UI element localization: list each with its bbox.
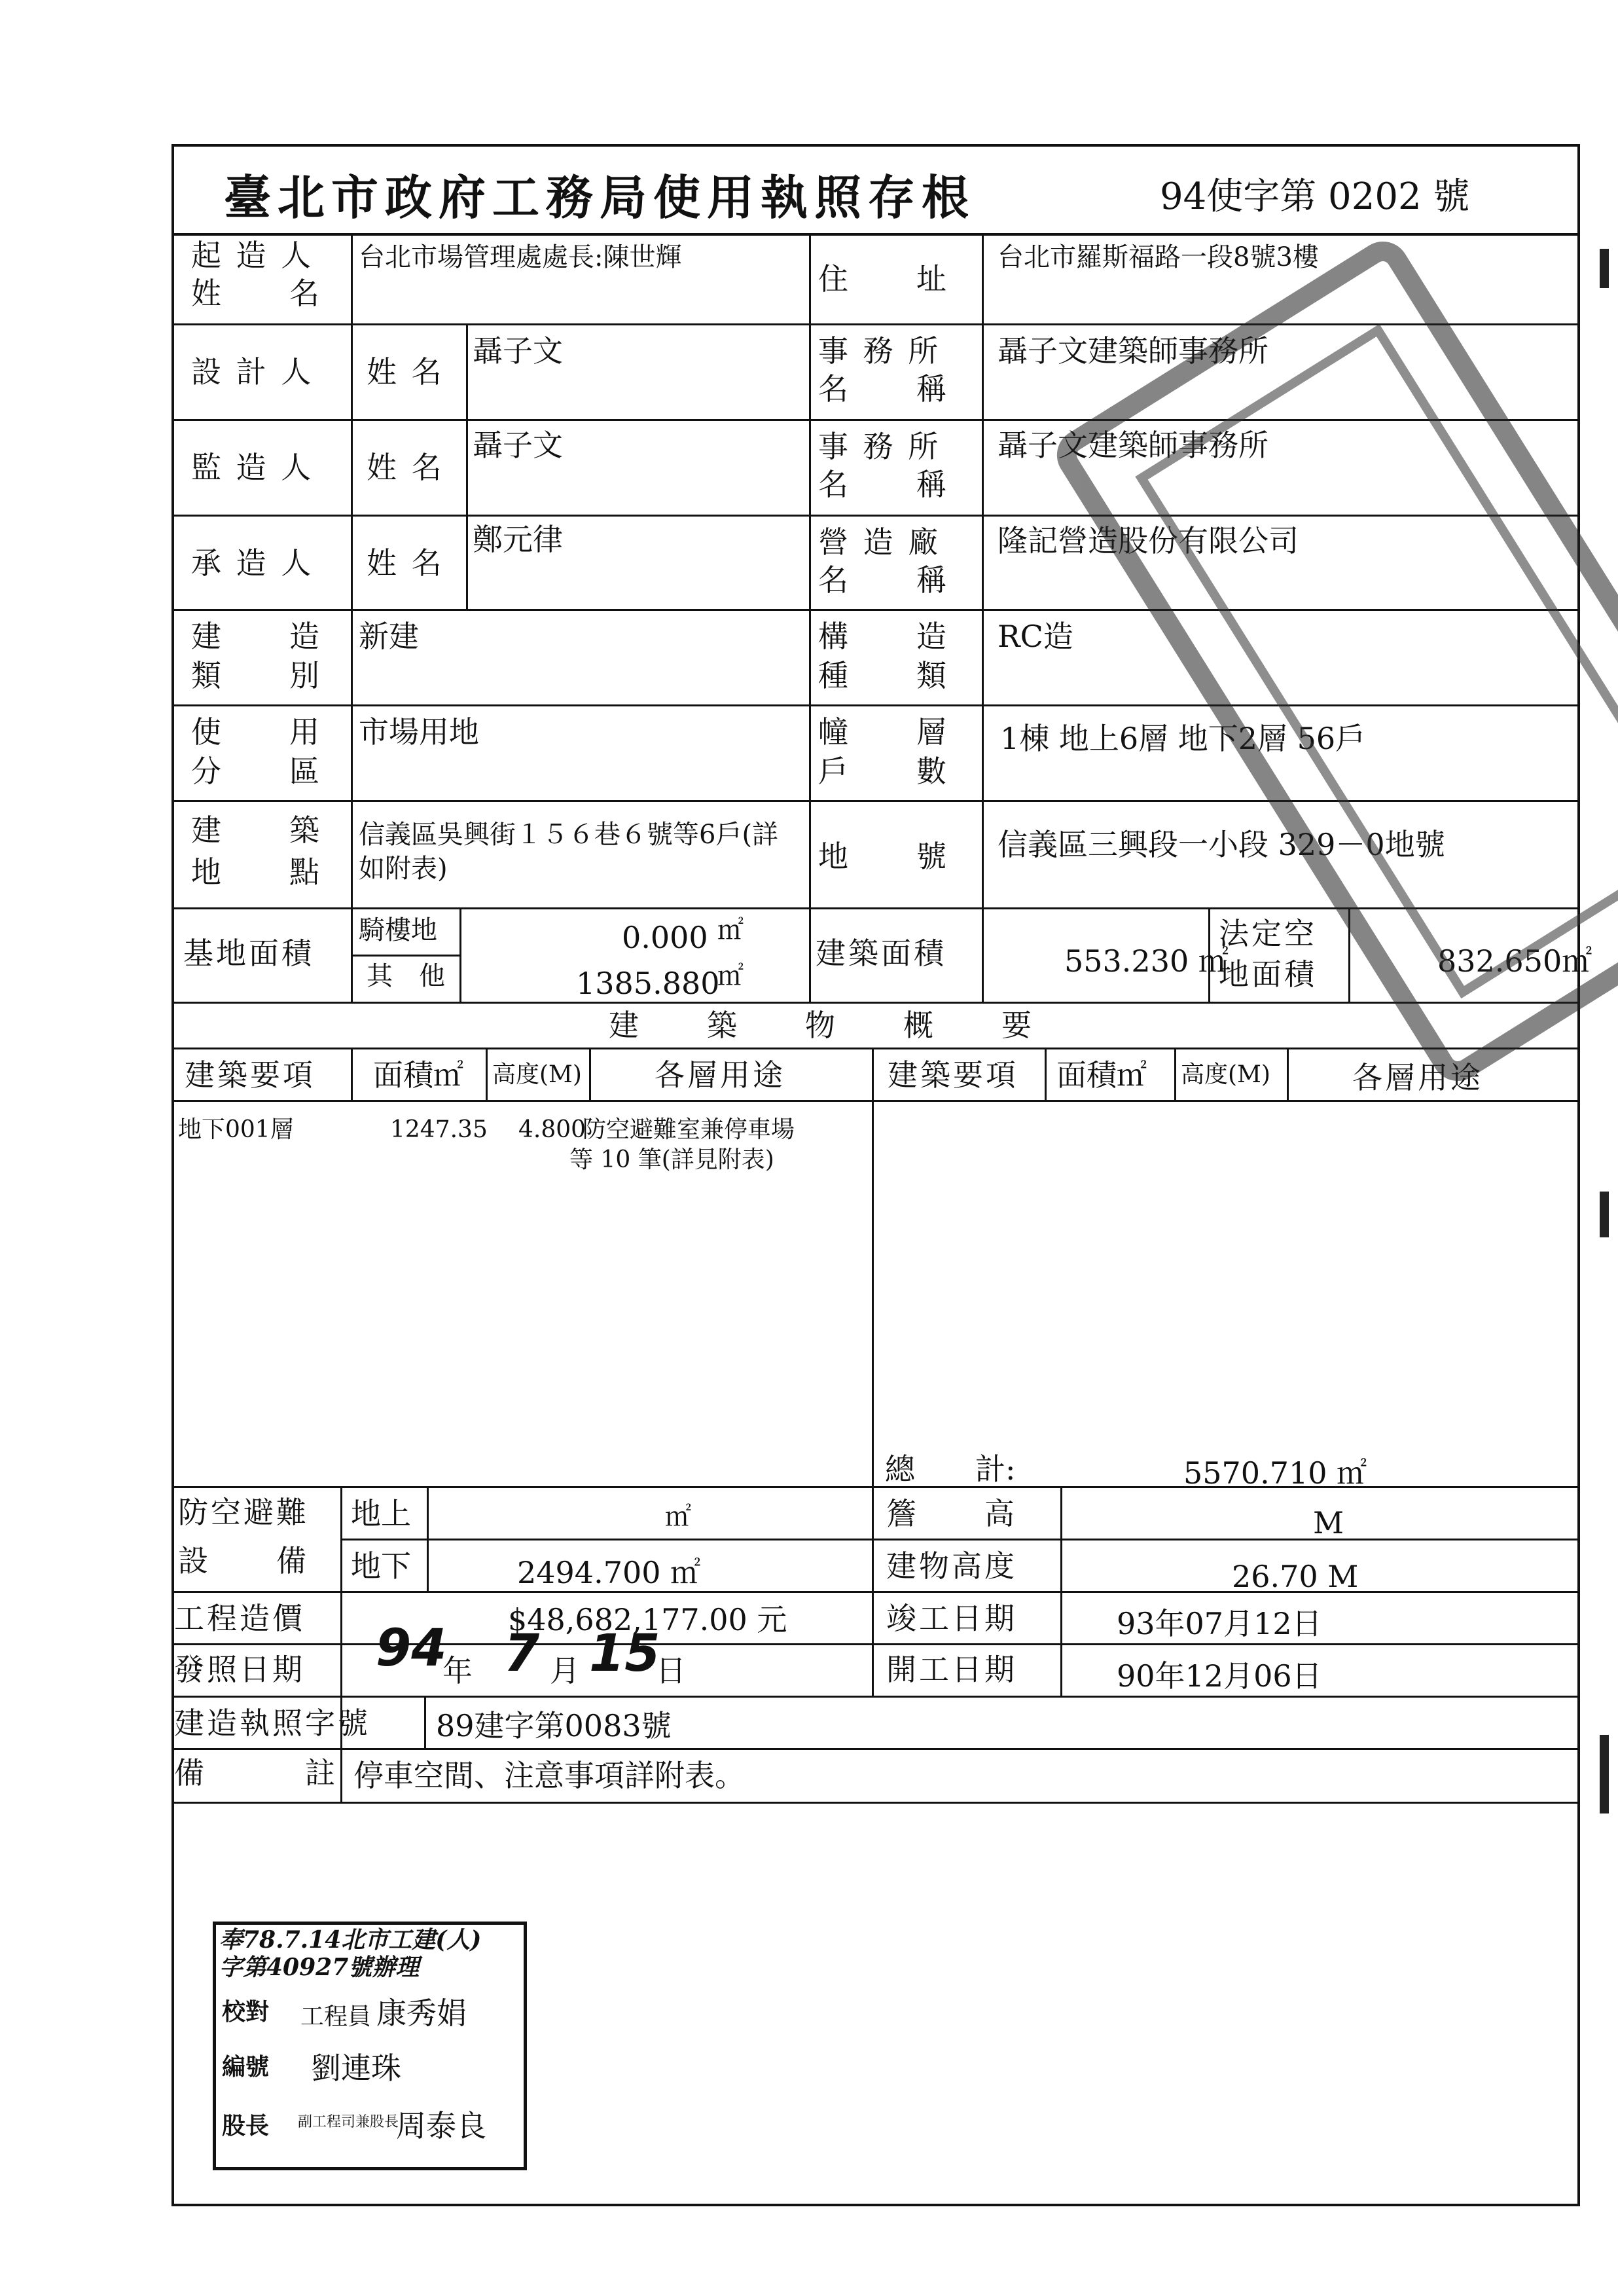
other-unit: ㎡ [717,961,744,991]
cost-value: $48,682,177.00 元 [508,1602,787,1637]
col-divider [1060,1486,1062,1696]
col-header-item: 建築要項 [185,1057,315,1093]
building-height: 26.70 M [1232,1559,1359,1594]
col-header-area: 面積㎡ [373,1057,463,1093]
structure-type: RC造 [998,619,1073,654]
designer-label: 設 計 人 [191,354,314,390]
floor-use-2: 等 10 筆(詳見附表) [569,1146,774,1173]
structure-label-2: 種 類 [818,658,949,693]
supervisor-name-label: 姓 名 [367,450,444,485]
zoning-label-1: 使 用 [191,714,322,750]
shelter-label-1: 防空避難 [178,1495,309,1530]
location-label-2: 地 點 [191,854,322,890]
col-divider [351,1048,353,1100]
building-permit-label: 建造執照字號 [174,1705,370,1741]
row-divider [171,1696,1580,1698]
col-divider [589,1048,591,1100]
col-divider [809,236,811,1002]
site-area-label: 基地面積 [183,936,314,971]
issue-date-label: 發照日期 [174,1652,305,1687]
arcade-value: 0.000 [622,920,708,955]
completion-label: 竣工日期 [886,1601,1017,1636]
floors-label-2: 戶 數 [818,754,949,789]
contractor-name-label: 姓 名 [367,545,444,581]
scan-mark [1600,1735,1609,1813]
owner-label-1: 起 造 人 [191,238,314,273]
row-divider [171,1048,1580,1049]
floor-use-1: 防空避難室兼停車場 [583,1116,795,1143]
stamp-line-2: 字第40927號辦理 [219,1954,420,1981]
eaves-label: 簷 高 [886,1496,1017,1531]
start-date-label: 開工日期 [886,1652,1017,1687]
col-divider [466,323,468,609]
form-header [171,144,1580,236]
stamp-number-label: 編號 [222,2053,270,2081]
col-divider [459,907,461,1002]
eaves-value: M [1313,1505,1344,1540]
row-divider [171,1591,1580,1593]
remarks-label: 備 註 [174,1755,338,1791]
building-permit-number: 89建字第0083號 [436,1708,672,1743]
col-divider [1045,1048,1047,1100]
stamp-chief-name: 周泰良 [396,2108,486,2143]
floors-label-1: 幢 層 [818,714,949,750]
stamp-engineer-name: 康秀娟 [376,1995,467,2031]
stamp-check-label: 校對 [222,1998,270,2026]
shelter-label-2: 設 備 [178,1543,309,1578]
floors-value: 1棟 地上6層 地下2層 56戶 [1000,721,1366,756]
col-divider [982,236,984,1002]
building-area: 553.230 ㎡ [1064,943,1229,979]
total-area: 5570.710 ㎡ [1183,1455,1367,1491]
firm-label-1: 營 造 廠 [818,524,941,560]
construction-type: 新建 [359,619,419,654]
shelter-below-label: 地下 [351,1548,411,1584]
location-label-1: 建 築 [191,812,322,848]
col-header-height-2: 高度(M) [1181,1061,1270,1088]
start-date: 90年12月06日 [1117,1658,1322,1694]
col-divider [340,1748,342,1802]
supervisor-label: 監 造 人 [191,450,314,485]
col-header-use-2: 各層用途 [1352,1060,1483,1095]
floor-item: 地下001層 [178,1116,294,1143]
designer-name: 聶子文 [473,333,563,369]
approval-stamp [213,1922,540,2177]
lot-number: 信義區三興段一小段 329－0地號 [998,827,1445,862]
row-divider [351,955,459,957]
issue-month-handwritten: 7 [504,1624,540,1683]
designer-office-label-2: 名 稱 [818,371,949,407]
scan-mark [1600,1192,1609,1237]
issue-day-suffix: 日 [656,1653,686,1688]
col-divider [872,1048,874,1696]
col-divider [1174,1048,1176,1100]
shelter-above-value: ㎡ [665,1502,691,1532]
stamp-line-1: 奉78.7.14北市工建(人) [219,1926,482,1954]
row-divider [171,1002,1580,1004]
supervisor-office: 聶子文建築師事務所 [998,428,1268,463]
address-label: 住 址 [818,261,949,297]
col-header-use: 各層用途 [655,1057,785,1093]
owner-label-2: 姓 名 [191,276,322,311]
row-divider [171,1748,1580,1750]
col-header-area-2: 面積㎡ [1056,1057,1147,1093]
row-divider [171,1100,1580,1102]
col-divider [427,1486,429,1591]
open-space-label-2: 地面積 [1219,957,1317,992]
col-divider [424,1696,426,1748]
other-label: 其 他 [367,961,445,991]
construction-type-label-2: 類 別 [191,658,322,693]
permit-number: 94使字第 0202 號 [1160,175,1470,218]
remarks-value: 停車空間、注意事項詳附表。 [353,1758,745,1793]
col-divider [1287,1048,1289,1100]
col-header-item-2: 建築要項 [888,1057,1018,1093]
owner-address: 台北市羅斯福路一段8號3樓 [998,242,1319,272]
cost-label: 工程造價 [174,1601,305,1636]
floor-height: 4.800 [518,1116,586,1143]
shelter-above-label: 地上 [351,1496,411,1531]
zoning-label-2: 分 區 [191,754,322,789]
owner-name: 台北市場管理處處長:陳世輝 [359,242,682,272]
designer-office-label-1: 事 務 所 [818,333,941,369]
construction-type-label-1: 建 造 [191,619,322,654]
designer-office: 聶子文建築師事務所 [998,333,1268,369]
issue-year-handwritten: 94 [376,1619,447,1678]
stamp-clerk-name: 劉連珠 [311,2050,401,2086]
col-divider [486,1048,488,1100]
stamp-engineer-title: 工程員 [300,2003,372,2030]
structure-label-1: 構 造 [818,619,949,654]
total-label: 總 計: [885,1451,1016,1487]
building-area-label: 建築面積 [816,936,946,971]
overview-title: 建 築 物 概 要 [609,1008,1034,1043]
arcade-unit: ㎡ [717,915,744,945]
location-line-1: 信義區吳興街１５６巷６號等6戶(詳 [359,820,779,850]
building-height-label: 建物高度 [886,1548,1017,1584]
arcade-label: 騎樓地 [359,915,437,945]
supervisor-office-label-1: 事 務 所 [818,429,941,464]
shelter-below-value: 2494.700 ㎡ [517,1555,701,1590]
col-divider [351,236,353,1002]
zoning-value: 市場用地 [359,714,479,750]
row-divider [171,1802,1580,1804]
issue-month-suffix: 月 [550,1653,580,1688]
row-divider [171,1486,1580,1488]
floor-area: 1247.35 [390,1116,488,1143]
completion-date: 93年07月12日 [1117,1606,1322,1641]
form-title: 臺北市政府工務局使用執照存根 [224,170,976,225]
row-divider [340,1539,1580,1540]
contractor-firm: 隆記營造股份有限公司 [998,523,1299,558]
contractor-label: 承 造 人 [191,545,314,581]
issue-year-suffix: 年 [442,1653,473,1688]
col-header-height: 高度(M) [492,1061,582,1088]
lot-label: 地 號 [818,839,949,874]
stamp-chief-label: 股長 [222,2112,270,2140]
issue-day-handwritten: 15 [589,1624,660,1683]
open-space-label-1: 法定空 [1219,916,1317,951]
supervisor-name: 聶子文 [473,428,563,463]
designer-name-label: 姓 名 [367,354,444,390]
open-space-area: 832.650㎡ [1437,943,1592,979]
contractor-name: 鄭元律 [473,522,563,557]
supervisor-office-label-2: 名 稱 [818,467,949,502]
other-value: 1385.880 [576,966,720,1001]
location-line-2: 如附表) [359,854,448,884]
scan-mark [1600,249,1609,288]
stamp-deputy-title: 副工程司兼股長 [298,2114,399,2130]
firm-label-2: 名 稱 [818,562,949,598]
